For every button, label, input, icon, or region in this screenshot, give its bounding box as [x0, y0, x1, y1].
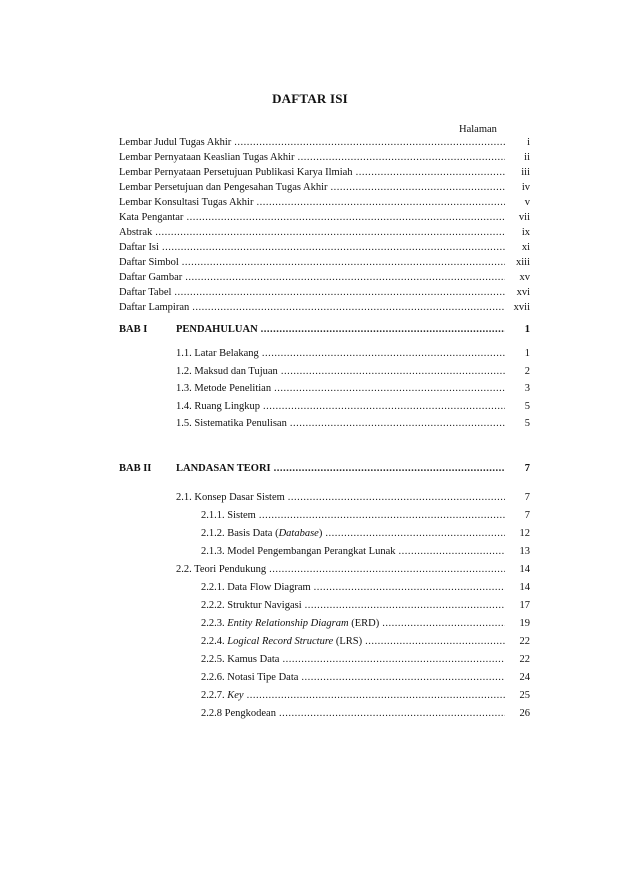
toc-entry-label: Lembar Pernyataan Keaslian Tugas Akhir	[119, 152, 295, 163]
toc-entry-label: Kata Pengantar	[119, 212, 184, 223]
chapter-number: BAB I	[119, 324, 148, 335]
toc-entry-label: Daftar Gambar	[119, 272, 183, 283]
dot-leader	[356, 167, 505, 178]
dot-leader	[259, 510, 505, 521]
toc-entry-label: 1.3. Metode Penelitian	[176, 383, 272, 394]
page-title: DAFTAR ISI	[272, 91, 348, 106]
dot-leader	[174, 287, 505, 298]
toc-entry[interactable]	[119, 242, 530, 256]
toc-entry-page: 1	[524, 324, 530, 335]
toc-entry-label: 2.2. Teori Pendukung	[176, 564, 267, 575]
dot-leader	[365, 636, 505, 647]
dot-leader	[185, 272, 505, 283]
toc-entry-label: 1.1. Latar Belakang	[176, 348, 259, 359]
dot-leader	[162, 242, 505, 253]
toc-entry-label: Lembar Pernyataan Persetujuan Publikasi Karya Ilmiah	[119, 167, 353, 178]
dot-leader	[261, 324, 505, 335]
toc-entry-page: xvii	[513, 302, 530, 313]
toc-entry-page: 12	[519, 528, 530, 539]
toc-entry-page: 5	[524, 418, 530, 429]
toc-section[interactable]	[176, 383, 530, 397]
toc-subsection[interactable]	[201, 654, 530, 668]
toc-entry[interactable]	[119, 212, 530, 226]
toc-entry-page: 24	[519, 672, 530, 683]
toc-entry-page: 13	[519, 546, 530, 557]
toc-entry-label: 2.2.2. Struktur Navigasi	[201, 600, 302, 611]
toc-entry[interactable]	[119, 302, 530, 316]
toc-entry-page: 7	[524, 463, 530, 474]
toc-section[interactable]	[176, 366, 530, 380]
toc-entry-page: xvi	[516, 287, 530, 298]
toc-entry-label: 2.2.5. Kamus Data	[201, 654, 280, 665]
toc-entry-label: 1.4. Ruang Lingkup	[176, 401, 260, 412]
toc-entry-label: Daftar Simbol	[119, 257, 179, 268]
dot-leader	[288, 492, 505, 503]
toc-section[interactable]	[176, 348, 530, 362]
toc-entry[interactable]	[119, 197, 530, 211]
toc-entry-label: Daftar Tabel	[119, 287, 172, 298]
toc-section[interactable]	[176, 564, 530, 578]
toc-entry[interactable]	[119, 272, 530, 286]
toc-entry[interactable]	[119, 257, 530, 271]
dot-leader	[256, 197, 505, 208]
toc-entry-page: 1	[524, 348, 530, 359]
toc-section[interactable]	[176, 401, 530, 415]
toc-chapter-bab-1[interactable]	[119, 324, 530, 338]
toc-entry-label: 2.2.6. Notasi Tipe Data	[201, 672, 299, 683]
dot-leader	[269, 564, 505, 575]
dot-leader	[331, 182, 505, 193]
dot-leader	[279, 708, 505, 719]
toc-entry-page: iv	[521, 182, 530, 193]
toc-entry-page: i	[527, 137, 530, 148]
toc-entry-label: 2.1. Konsep Dasar Sistem	[176, 492, 285, 503]
toc-entry-page: v	[524, 197, 530, 208]
dot-leader	[247, 690, 505, 701]
toc-subsection[interactable]	[201, 546, 530, 560]
toc-entry[interactable]	[119, 182, 530, 196]
toc-entry[interactable]	[119, 227, 530, 241]
toc-entry-page: vii	[518, 212, 530, 223]
dot-leader	[186, 212, 505, 223]
dot-leader	[155, 227, 505, 238]
dot-leader	[274, 383, 505, 394]
toc-entry[interactable]	[119, 152, 530, 166]
toc-entry-label: Lembar Judul Tugas Akhir	[119, 137, 232, 148]
toc-entry-page: 7	[524, 492, 530, 503]
toc-entry-label: 2.2.1. Data Flow Diagram	[201, 582, 311, 593]
toc-entry-page: 26	[519, 708, 530, 719]
toc-subsection[interactable]	[201, 672, 530, 686]
toc-subsection[interactable]	[201, 582, 530, 596]
toc-entry-label: 2.1.1. Sistem	[201, 510, 256, 521]
dot-leader	[281, 366, 505, 377]
dot-leader	[263, 401, 505, 412]
toc-entry-label: Lembar Konsultasi Tugas Akhir	[119, 197, 254, 208]
dot-leader	[192, 302, 505, 313]
toc-entry-label: 2.2.3. Entity Relationship Diagram (ERD)	[201, 618, 380, 629]
toc-subsection[interactable]	[201, 618, 530, 632]
toc-subsection[interactable]	[201, 636, 530, 650]
toc-entry-page: 3	[524, 383, 530, 394]
dot-leader	[399, 546, 506, 557]
toc-entry-page: 5	[524, 401, 530, 412]
toc-entry-page: 17	[519, 600, 530, 611]
toc-section[interactable]	[176, 418, 530, 432]
toc-entry-page: xiii	[515, 257, 530, 268]
dot-leader	[325, 528, 505, 539]
toc-subsection[interactable]	[201, 690, 530, 704]
toc-entry-label: Daftar Isi	[119, 242, 159, 253]
chapter-title: PENDAHULUAN	[176, 324, 258, 335]
toc-entry-page: 19	[519, 618, 530, 629]
toc-entry-label: 2.2.7. Key	[201, 690, 244, 701]
toc-entry-label: 2.1.2. Basis Data (Database)	[201, 528, 323, 539]
chapter-title: LANDASAN TEORI	[176, 463, 271, 474]
dot-leader	[282, 654, 505, 665]
toc-entry-page: 14	[519, 564, 530, 575]
dot-leader	[301, 672, 505, 683]
toc-entry-label: 2.2.4. Logical Record Structure (LRS)	[201, 636, 363, 647]
dot-leader	[305, 600, 505, 611]
toc-chapter-bab-2[interactable]	[119, 463, 530, 477]
page-column-label: Halaman	[459, 124, 497, 135]
toc-subsection[interactable]	[201, 600, 530, 614]
toc-entry-page: iii	[521, 167, 530, 178]
toc-entry-label: 2.2.8 Pengkodean	[201, 708, 276, 719]
toc-entry[interactable]	[119, 287, 530, 301]
toc-section[interactable]	[176, 492, 530, 506]
dot-leader	[262, 348, 505, 359]
toc-entry-label: 2.1.3. Model Pengembangan Perangkat Lunak	[201, 546, 396, 557]
toc-subsection[interactable]	[201, 510, 530, 524]
toc-entry-page: 25	[519, 690, 530, 701]
chapter-number: BAB II	[119, 463, 152, 474]
dot-leader	[290, 418, 505, 429]
dot-leader	[234, 137, 505, 148]
toc-subsection[interactable]	[201, 708, 530, 722]
toc-subsection[interactable]	[201, 528, 530, 542]
dot-leader	[382, 618, 505, 629]
toc-entry-label: 1.5. Sistematika Penulisan	[176, 418, 287, 429]
toc-entry[interactable]	[119, 137, 530, 151]
toc-entry-page: ii	[524, 152, 530, 163]
toc-entry-label: 1.2. Maksud dan Tujuan	[176, 366, 278, 377]
toc-entry-page: xv	[519, 272, 530, 283]
toc-entry-label: Lembar Persetujuan dan Pengesahan Tugas Akhir	[119, 182, 328, 193]
dot-leader	[274, 463, 505, 474]
toc-entry-page: 7	[524, 510, 530, 521]
toc-entry-page: 22	[519, 654, 530, 665]
toc-entry-page: 2	[524, 366, 530, 377]
toc-entry[interactable]	[119, 167, 530, 181]
dot-leader	[182, 257, 505, 268]
dot-leader	[298, 152, 505, 163]
toc-entry-label: Abstrak	[119, 227, 153, 238]
toc-entry-label: Daftar Lampiran	[119, 302, 190, 313]
dot-leader	[314, 582, 505, 593]
toc-entry-page: 22	[519, 636, 530, 647]
toc-entry-page: xi	[521, 242, 530, 253]
toc-entry-page: 14	[519, 582, 530, 593]
toc-entry-page: ix	[521, 227, 530, 238]
